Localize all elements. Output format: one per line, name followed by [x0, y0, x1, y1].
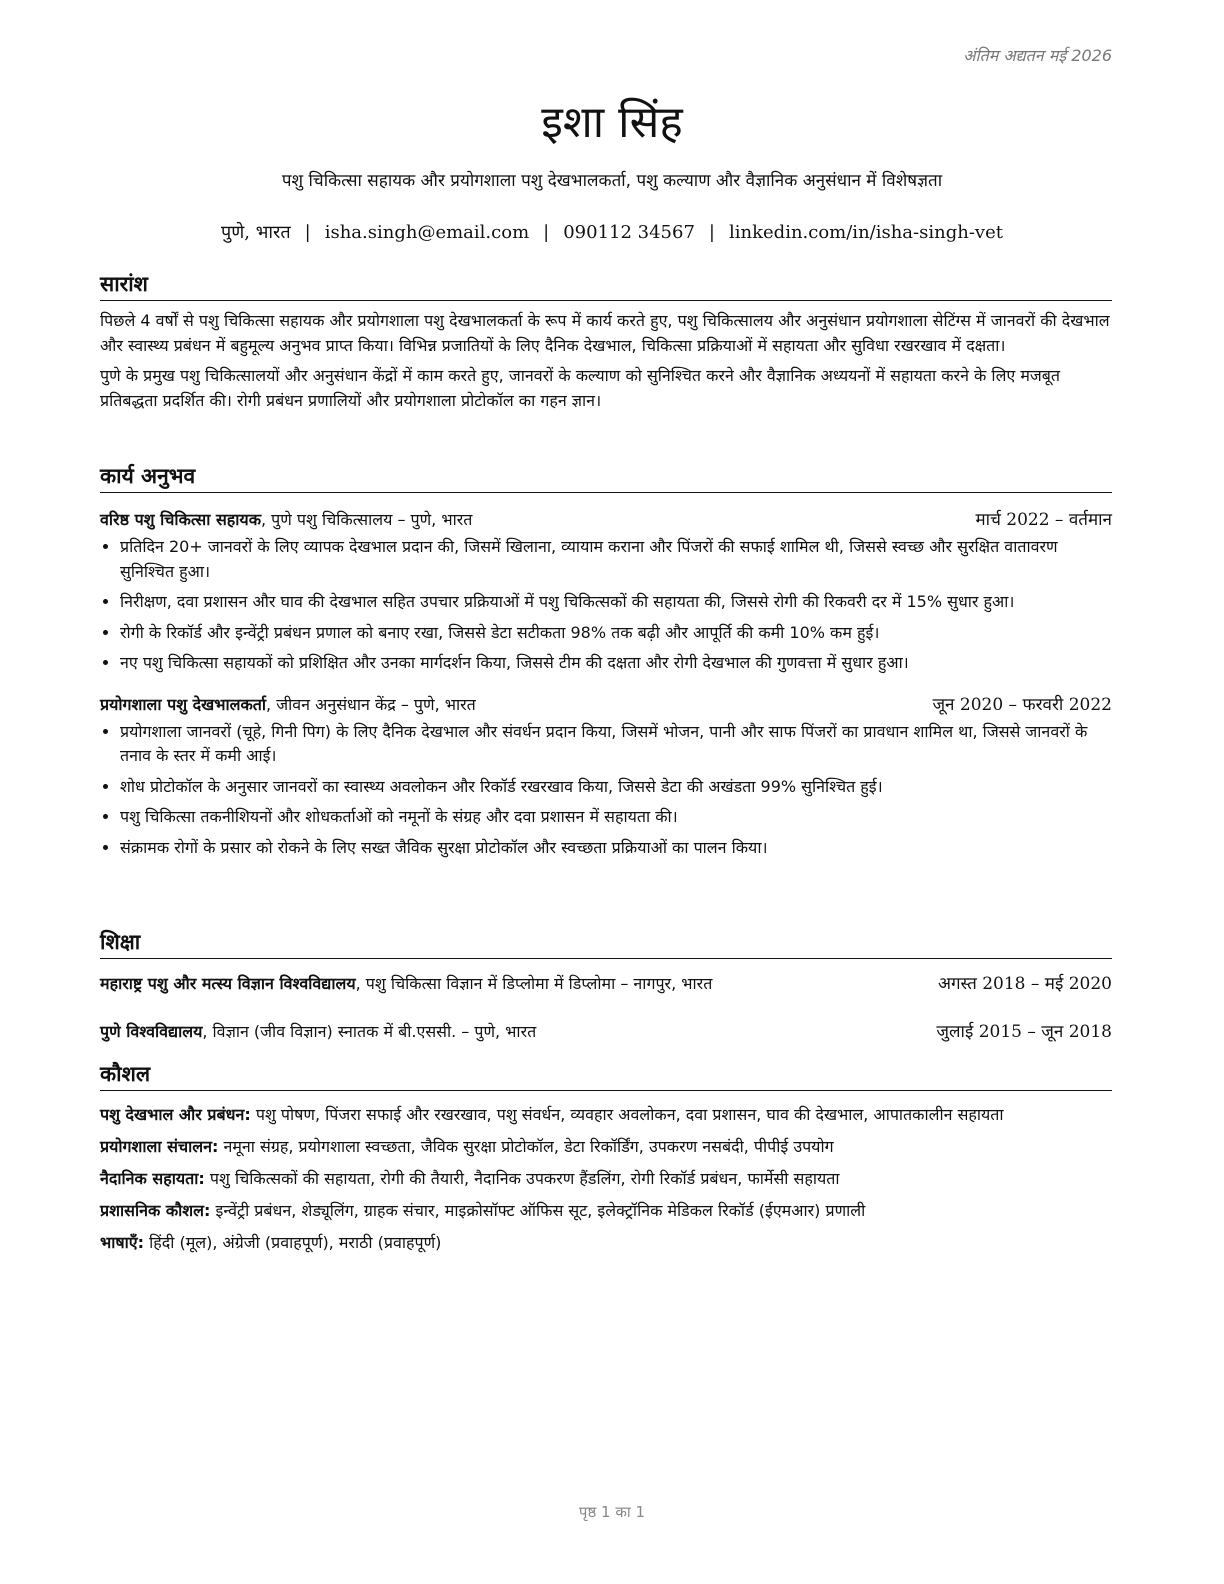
skill-label: प्रयोगशाला संचालन: — [100, 1137, 219, 1156]
job-bullet: • नए पशु चिकित्सा सहायकों को प्रशिक्षित और उनका मार्गदर्शन किया, जिससे टीम की दक्षता और रोगी देखभाल की गुणवत्ता में सुधार हुआ। — [120, 651, 1112, 676]
job-entry — [100, 694, 1112, 861]
job-role-org — [100, 694, 476, 716]
page-number: पृष्ठ 1 का 1 — [578, 1503, 646, 1521]
job-bullet: • निरीक्षण, दवा प्रशासन और घाव की देखभाल सहित उपचार प्रक्रियाओं में पशु चिकित्सकों की सहायता की, जिससे रोगी की रिकवरी दर में 15% सुधार हुआ। — [120, 590, 1112, 615]
skill-line — [100, 1167, 1112, 1191]
headline: पशु चिकित्सा सहायक और प्रयोगशाला पशु देखभालकर्ता, पशु कल्याण और वैज्ञानिक अनुसंधान में विशेषज्ञता — [281, 171, 943, 191]
education-school: महाराष्ट्र पशु और मत्स्य विज्ञान विश्वविद्यालय — [100, 974, 356, 993]
skill-label: पशु देखभाल और प्रबंधन: — [100, 1105, 251, 1124]
education-dates: अगस्त 2018 – मई 2020 — [937, 974, 1112, 994]
job-header — [100, 694, 1112, 716]
skill-text: इन्वेंट्री प्रबंधन, शेड्यूलिंग, ग्राहक संचार, माइक्रोसॉफ्ट ऑफिस सूट, इलेक्ट्रॉनिक मेडिकल रिकॉर्ड (ईएमआर) प्रणाली — [210, 1201, 866, 1220]
skill-label: नैदानिक सहायता: — [100, 1169, 205, 1188]
job-entry — [100, 509, 1112, 676]
skill-text: नमूना संग्रह, प्रयोगशाला स्वच्छता, जैविक सुरक्षा प्रोटोकॉल, डेटा रिकॉर्डिंग, उपकरण नसबंदी, पीपीई उपयोग — [218, 1137, 834, 1156]
job-bullet: • पशु चिकित्सा तकनीशियनों और शोधकर्ताओं को नमूनों के संग्रह और दवा प्रशासन में सहायता की। — [120, 805, 1112, 830]
skills-title: कौशल — [100, 1060, 1112, 1091]
job-bullet: • संक्रामक रोगों के प्रसार को रोकने के लिए सख्त जैविक सुरक्षा प्रोटोकॉल और स्वच्छता प्रक्रियाओं का पालन किया। — [120, 836, 1112, 861]
education-school: पुणे विश्वविद्यालय — [100, 1022, 203, 1041]
contact-linkedin[interactable]: linkedin.com/in/isha-singh-vet — [729, 222, 1003, 243]
skill-line — [100, 1231, 1112, 1255]
education-entry — [100, 1021, 1112, 1043]
job-bullets — [100, 535, 1112, 676]
contact-separator: | — [304, 222, 311, 243]
skill-line — [100, 1135, 1112, 1159]
skill-text: हिंदी (मूल), अंग्रेजी (प्रवाहपूर्ण), मराठी (प्रवाहपूर्ण) — [144, 1233, 442, 1252]
job-role-org — [100, 509, 472, 531]
job-dates: जून 2020 – फरवरी 2022 — [932, 694, 1112, 715]
job-bullet: • प्रतिदिन 20+ जानवरों के लिए व्यापक देखभाल प्रदान की, जिसमें खिलाना, व्यायाम कराना और पिंजरों की सफाई शामिल थी, जिससे स्वच्छ और सुरक्षित वातावरण सुनिश्चित हुआ। — [120, 535, 1112, 584]
summary-section — [100, 270, 1112, 413]
education-detail: , पशु चिकित्सा विज्ञान में डिप्लोमा में डिप्लोमा – नागपुर, भारत — [355, 974, 713, 993]
skills-list — [100, 1103, 1112, 1255]
education-detail: , विज्ञान (जीव विज्ञान) स्नातक में बी.एससी. – पुणे, भारत — [202, 1022, 537, 1041]
job-org: , जीवन अनुसंधान केंद्र – पुणे, भारत — [266, 694, 476, 714]
contact-separator: | — [543, 222, 550, 243]
education-entry — [100, 973, 1112, 995]
experience-section — [100, 462, 1112, 866]
job-role: प्रयोगशाला पशु देखभालकर्ता — [100, 694, 267, 714]
summary-title: सारांश — [100, 270, 1112, 301]
last-updated: अंतिम अद्यतन मई 2026 — [963, 46, 1112, 65]
job-header — [100, 509, 1112, 531]
education-dates: जुलाई 2015 – जून 2018 — [936, 1022, 1112, 1042]
job-dates: मार्च 2022 – वर्तमान — [975, 510, 1112, 530]
contact-location: पुणे, भारत — [221, 222, 291, 243]
candidate-name: इशा सिंह — [541, 97, 683, 148]
job-bullet: • रोगी के रिकॉर्ड और इन्वेंट्री प्रबंधन प्रणाल को बनाए रखा, जिससे डेटा सटीकता 98% तक बढ़ी और आपूर्ति की कमी 10% कम हुई। — [120, 621, 1112, 646]
skill-line — [100, 1103, 1112, 1127]
education-school-detail — [100, 1021, 536, 1043]
skill-label: प्रशासनिक कौशल: — [100, 1201, 211, 1220]
contact-separator: | — [708, 222, 715, 243]
job-bullet: • शोध प्रोटोकॉल के अनुसार जानवरों का स्वास्थ्य अवलोकन और रिकॉर्ड रखरखाव किया, जिससे डेटा की अखंडता 99% सुनिश्चित हुई। — [120, 775, 1112, 800]
summary-paragraph: पुणे के प्रमुख पशु चिकित्सालयों और अनुसंधान केंद्रों में काम करते हुए, जानवरों के कल्याण को सुनिश्चित करने और वैज्ञानिक अध्ययनों में सहायता करने के लिए मजबूत प्रतिबद्धता प्रदर्शित की। रोगी प्रबंधन प्रणालियों और प्रयोगशाला प्रोटोकॉल का गहन ज्ञान। — [100, 366, 1061, 410]
skill-text: पशु चिकित्सकों की सहायता, रोगी की तैयारी, नैदानिक उपकरण हैंडलिंग, रोगी रिकॉर्ड प्रबंधन, फार्मेसी सहायता — [204, 1169, 840, 1188]
education-title: शिक्षा — [100, 928, 1112, 959]
experience-title: कार्य अनुभव — [100, 462, 1112, 493]
job-bullet: • प्रयोगशाला जानवरों (चूहे, गिनी पिग) के लिए दैनिक देखभाल और संवर्धन प्रदान किया, जिसमें भोजन, पानी और साफ पिंजरों का प्रावधान शामिल था, जिससे जानवरों के तनाव के स्तर में कमी आई। — [120, 720, 1112, 769]
contact-email[interactable]: isha.singh@email.com — [324, 222, 530, 243]
skill-text: पशु पोषण, पिंजरा सफाई और रखरखाव, पशु संवर्धन, व्यवहार अवलोकन, दवा प्रशासन, घाव की देखभाल, आपातकालीन सहायता — [250, 1105, 1004, 1124]
skill-label: भाषाएँ: — [100, 1233, 145, 1252]
summary-paragraph: पिछले 4 वर्षों से पशु चिकित्सा सहायक और प्रयोगशाला पशु देखभालकर्ता के रूप में कार्य करते हुए, पशु चिकित्सालय और अनुसंधान प्रयोगशाला सेटिंग्स में जानवरों की देखभाल और स्वास्थ्य प्रबंधन में बहुमूल्य अनुभव प्राप्त किया। विभिन्न प्रजातियों के लिए दैनिक देखभाल, चिकित्सा प्रक्रियाओं में सहायता और सुविधा रखरखाव में दक्षता। — [100, 311, 1110, 355]
skills-section — [100, 1060, 1112, 1263]
job-org: , पुणे पशु चिकित्सालय – पुणे, भारत — [260, 510, 473, 529]
skill-line — [100, 1199, 1112, 1223]
job-role: वरिष्ठ पशु चिकित्सा सहायक — [100, 510, 261, 529]
education-section — [100, 928, 1112, 1043]
job-bullets — [100, 720, 1112, 861]
contact-line — [0, 220, 1224, 244]
contact-phone: 090112 34567 — [563, 222, 695, 243]
education-school-detail — [100, 973, 712, 995]
